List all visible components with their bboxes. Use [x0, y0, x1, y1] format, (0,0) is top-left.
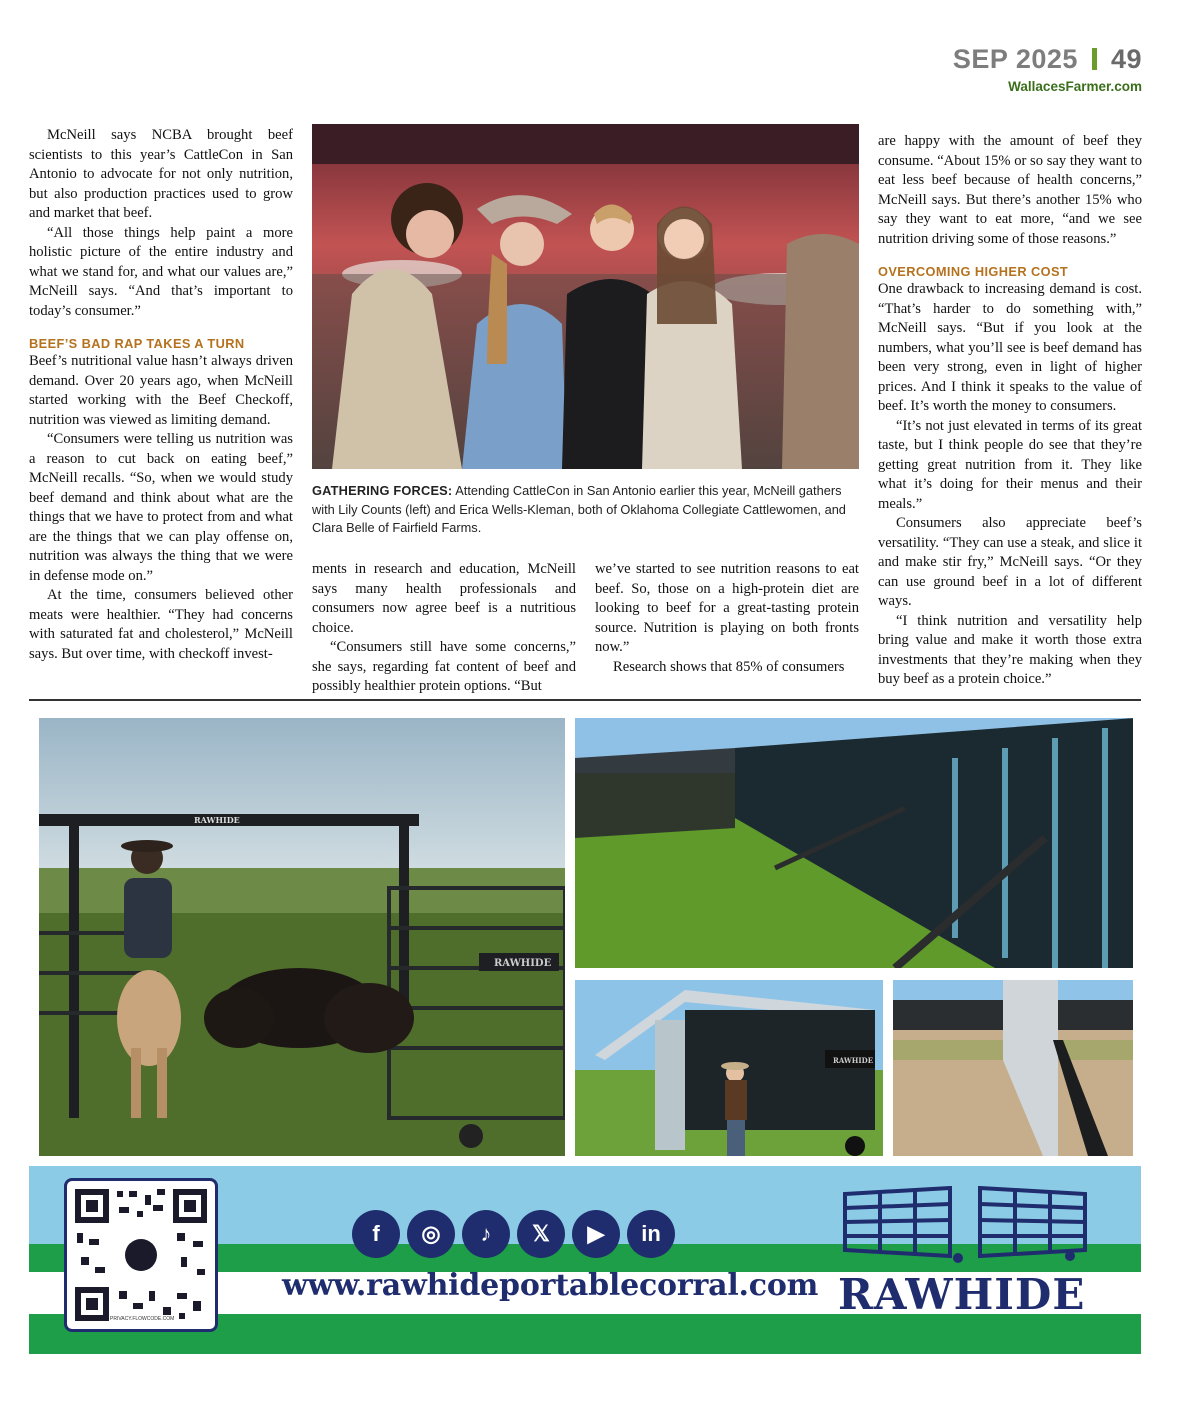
page-header	[953, 44, 1142, 94]
qr-code-icon	[67, 1181, 215, 1329]
cattlecon-group-photo	[312, 124, 859, 469]
small-trailer-sign-text: RAWHIDE	[833, 1056, 874, 1065]
paragraph: One drawback to increasing demand is cost. “That’s harder to do something with,” McNeill says. “But if you look at the numbers, what you’ll see is beef demand has been very strong, even in light of higher prices. And I think it speaks to the value of beef. It’s worth the money to consumers.	[878, 281, 1142, 414]
ad-photo-cattle-gate	[39, 718, 565, 1156]
corral-panels-illustration	[575, 718, 1133, 968]
caption-text: Attending CattleCon in San Antonio earlier this year, McNeill gathers with Lily Counts (left) and Erica Wells-Kleman, both of Oklahoma Collegiate Cattlewomen, and Clara Belle of Fairfield Farms.	[312, 483, 846, 535]
youtube-icon[interactable]: ▶	[572, 1210, 620, 1258]
rawhide-brand-name: RAWHIDE	[838, 1270, 1086, 1319]
article-column-1	[29, 126, 293, 664]
paragraph: “Consumers were telling us nutrition was a reason to cut back on eating beef,” McNeill recalls. “So, when we would study beef demand and think about what are the things that we have to protect from and what are the things that we can play offense on, nutrition was always the thing that we were in defense mode on.”	[29, 431, 293, 584]
rawhide-logo-mark	[840, 1186, 1090, 1266]
section-divider	[29, 699, 1141, 701]
page-number: 49	[1110, 44, 1142, 74]
paragraph: are happy with the amount of beef they consume. “About 15% or so say they want to eat less beef because of health concerns,” McNeill says. But there’s another 15% who say they want to eat more, “and we see nutrition driving some of those reasons.”	[878, 133, 1142, 247]
section-heading: BEEF’S BAD RAP TAKES A TURN	[29, 336, 245, 351]
group-photo-illustration	[312, 124, 859, 469]
paragraph: we’ve started to see nutrition reasons to eat beef. So, those on a high-protein diet are looking to beef for a great-tasting protein source. Nutrition is playing on both fronts now.”	[595, 561, 859, 655]
qr-footer-text: PRIVACY.FLOWCODE.COM	[110, 1316, 175, 1322]
issue-date: SEP 2025	[952, 44, 1078, 74]
shade-trailer-illustration	[575, 980, 883, 1156]
ad-photo-panel-side	[893, 980, 1133, 1156]
social-icons	[352, 1210, 675, 1258]
website-link[interactable]: WallacesFarmer.com	[1008, 79, 1142, 94]
tiktok-icon[interactable]: ♪	[462, 1210, 510, 1258]
divider-bar	[1092, 48, 1097, 70]
instagram-icon[interactable]: ◎	[407, 1210, 455, 1258]
paragraph: “Consumers still have some concerns,” she says, regarding fat content of beef and possibly healthier protein options. “But	[312, 639, 576, 694]
paragraph: “I think nutrition and versatility help bring value and make it worth those extra investments that they’re making when they buy beef as a protein choice.”	[878, 612, 1142, 687]
facebook-icon[interactable]: f	[352, 1210, 400, 1258]
corral-logo-icon	[840, 1186, 1090, 1266]
article-column-4	[878, 132, 1142, 690]
paragraph: At the time, consumers believed other meats were healthier. “They had concerns with saturated fat and cholesterol,” McNeill says. But over time, with checkoff invest-	[29, 587, 293, 662]
paragraph: ments in research and education, McNeill says many health professionals and consumers now agree beef is a nutritious choice.	[312, 561, 576, 636]
caption-lead: GATHERING FORCES:	[312, 483, 453, 498]
ad-website-link[interactable]: www.rawhideportablecorral.com	[282, 1268, 819, 1303]
issue-line	[953, 44, 1142, 75]
paragraph: Consumers also appreciate beef’s versatility. “They can use a steak, and slice it and make stir fry,” McNeill says. “Or they can use ground beef in a lot of different ways.	[878, 515, 1142, 609]
panel-side-illustration	[893, 980, 1133, 1156]
qr-code[interactable]	[64, 1178, 218, 1332]
paragraph: “All those things help paint a more holistic picture of the entire industry and what we stand for, and what our values are,” McNeill says. “And that’s important to today’s consumer.”	[29, 224, 293, 319]
paragraph: “It’s not just elevated in terms of its great taste, but I think people do see that they’re getting great nutrition from it. They like what it’s doing for their menus and their meals.”	[878, 417, 1142, 512]
linkedin-icon[interactable]: in	[627, 1210, 675, 1258]
paragraph: Research shows that 85% of consumers	[613, 658, 845, 675]
ad-photo-corral-panels	[575, 718, 1133, 968]
x-icon[interactable]: 𝕏	[517, 1210, 565, 1258]
article-column-3	[595, 560, 859, 677]
paragraph: Beef’s nutritional value hasn’t always driven demand. Over 20 years ago, when McNeill started working with the Beef Checkoff, nutrition was viewed as limiting demand.	[29, 353, 293, 428]
ad-photo-shade-trailer	[575, 980, 883, 1156]
paragraph: McNeill says NCBA brought beef scientists to this year’s CattleCon in San Antonio to advocate for not only nutrition, but also production practices used to grow and market that beef.	[29, 127, 293, 221]
cattle-gate-illustration	[39, 718, 565, 1156]
photo-caption	[312, 482, 852, 538]
section-heading: OVERCOMING HIGHER COST	[878, 264, 1069, 279]
article-column-2	[312, 560, 576, 697]
gate-sign-text: RAWHIDE	[194, 815, 240, 825]
trailer-sign-text: RAWHIDE	[494, 958, 552, 969]
